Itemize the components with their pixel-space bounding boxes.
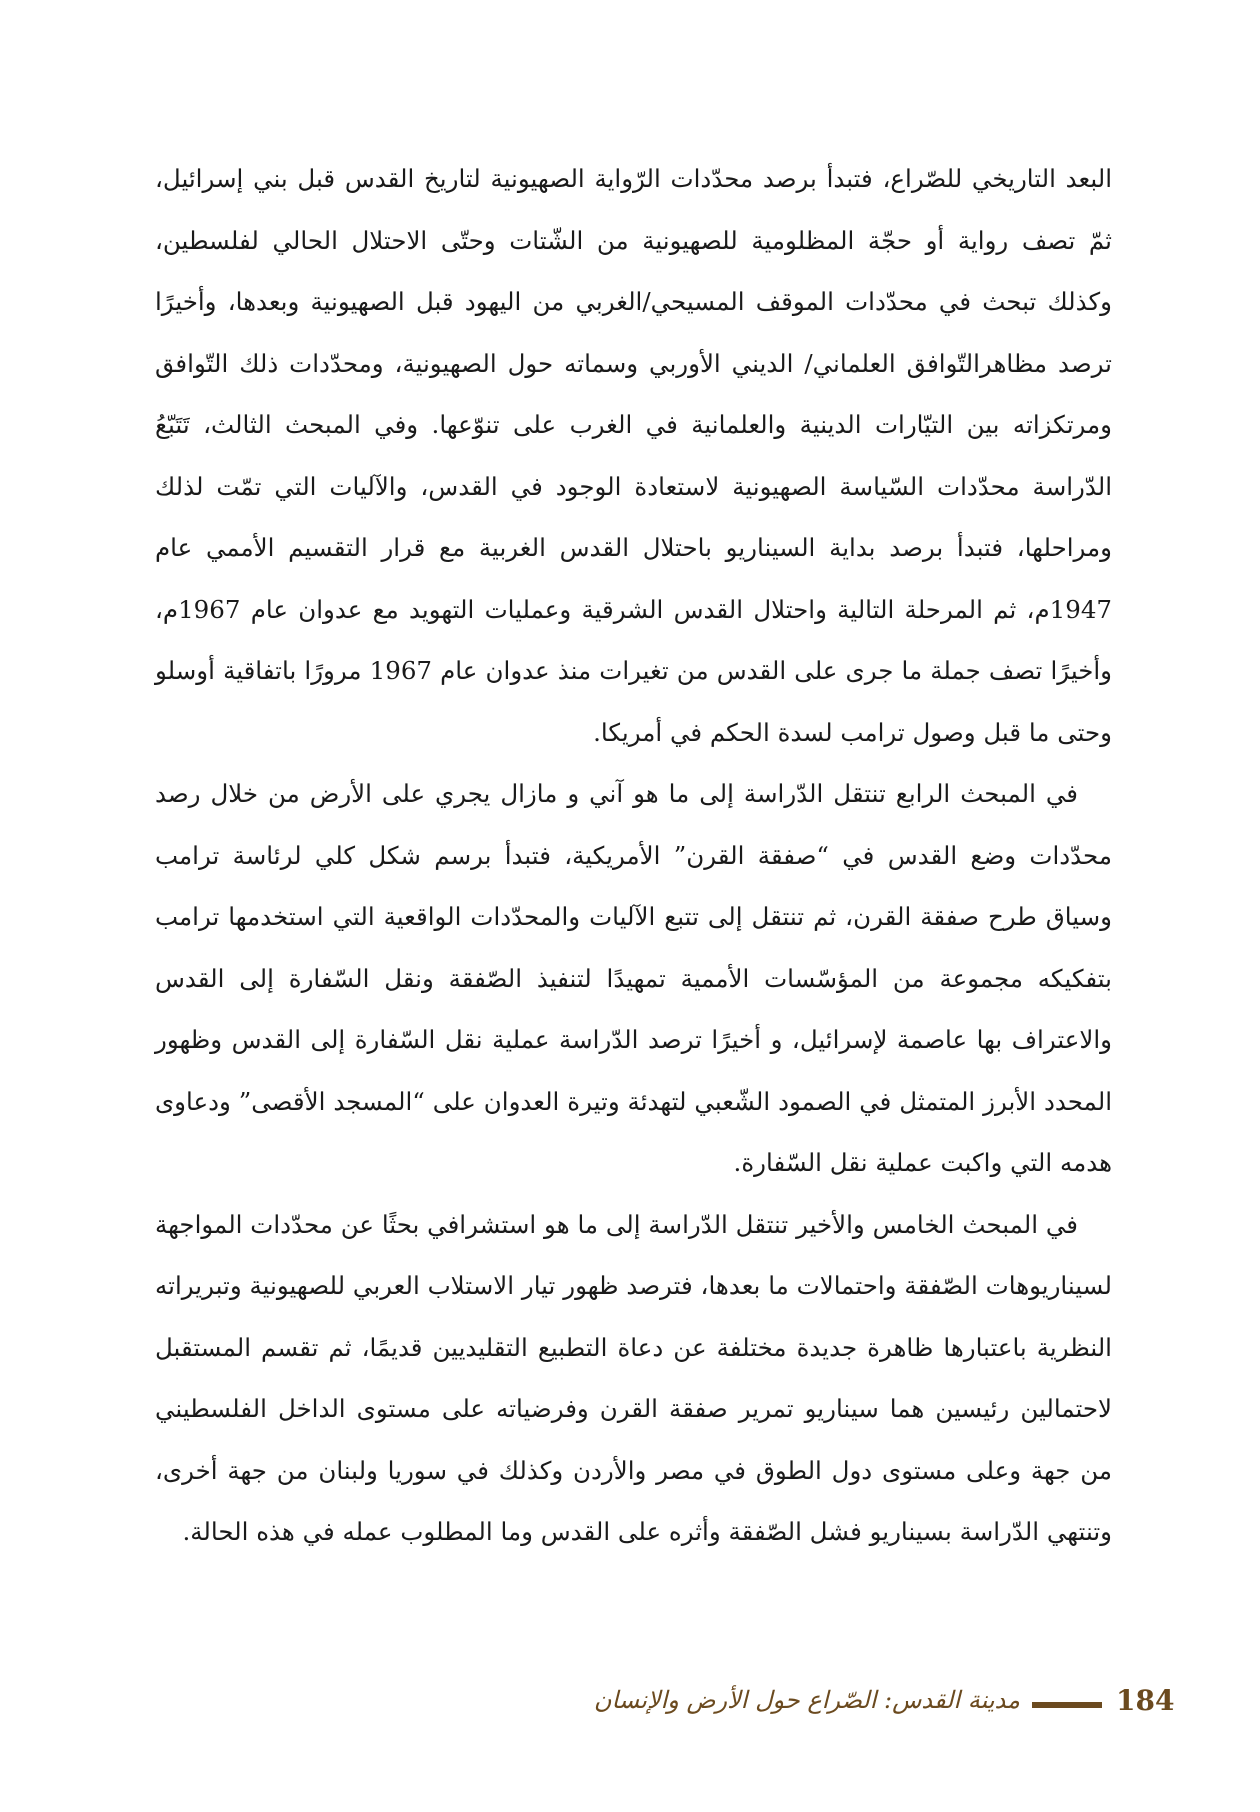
- page-number: 184: [1116, 1684, 1175, 1717]
- footer-rule: [1032, 1702, 1102, 1708]
- paragraph-1: البعد التاريخي للصّراع، فتبدأ برصد محدّدات الرّواية الصهيونية لتاريخ القدس قبل بني إسرائيل، ثمّ تصف رواية أو حجّة المظلومية للصهيونية من الشّتات وحتّى الاحتلال الحالي لفلسطين، وكذلك تبحث في محدّدات الموقف المسيحي/الغربي من اليهود قبل الصهيونية وبعدها، وأخيرًا ترصد مظاهرالتّوافق العلماني/ الديني الأوربي وسماته حول الصهيونية، ومحدّدات ذلك التّوافق ومرتكزاته بين التيّارات الدينية والعلمانية في الغرب على تنوّعها. وفي المبحث الثالث، تَتَبّعُ الدّراسة محدّدات السّياسة الصهيونية لاستعادة الوجود في القدس، والآليات التي تمّت لذلك ومراحلها، فتبدأ برصد بداية السيناريو باحتلال القدس الغربية مع قرار التقسيم الأممي عام 1947م، ثم المرحلة التالية واحتلال القدس الشرقية وعمليات التهويد مع عدوان عام 1967م، وأخيرًا تصف جملة ما جرى على القدس من تغيرات منذ عدوان عام 1967 مرورًا باتفاقية أوسلو وحتى ما قبل وصول ترامب لسدة الحكم في أمريكا.: [155, 164, 1112, 747]
- paragraph-2: في المبحث الرابع تنتقل الدّراسة إلى ما هو آني و مازال يجري على الأرض من خلال رصد محدّدات وضع القدس في “صفقة القرن” الأمريكية، فتبدأ برسم شكل كلي لرئاسة ترامب وسياق طرح صفقة القرن، ثم تنتقل إلى تتبع الآليات والمحدّدات الواقعية التي استخدمها ترامب بتفكيكه مجموعة من المؤسّسات الأممية تمهيدًا لتنفيذ الصّفقة ونقل السّفارة إلى القدس والاعتراف بها عاصمة لإسرائيل، و أخيرًا ترصد الدّراسة عملية نقل السّفارة إلى القدس وظهور المحدد الأبرز المتمثل في الصمود الشّعبي لتهدئة وتيرة العدوان على “المسجد الأقصى” ودعاوى هدمه التي واكبت عملية نقل السّفارة.: [155, 779, 1112, 1177]
- paragraph-3: في المبحث الخامس والأخير تنتقل الدّراسة إلى ما هو استشرافي بحثًا عن محدّدات المواجهة لسيناريوهات الصّفقة واحتمالات ما بعدها، فترصد ظهور تيار الاستلاب العربي للصهيونية وتبريراته النظرية باعتبارها ظاهرة جديدة مختلفة عن دعاة التطبيع التقليديين قديمًا، ثم تقسم المستقبل لاحتمالين رئيسين هما سيناريو تمرير صفقة القرن وفرضياته على مستوى الداخل الفلسطيني من جهة وعلى مستوى دول الطوق في مصر والأردن وكذلك في سوريا ولبنان من جهة أخرى، وتنتهي الدّراسة بسيناريو فشل الصّفقة وأثره على القدس وما المطلوب عمله في هذه الحالة.: [155, 1209, 1112, 1546]
- running-title: مدينة القدس: الصّراع حول الأرض والإنسان: [593, 1686, 1020, 1714]
- page-footer: [0, 1680, 1260, 1730]
- body-text: [155, 148, 1112, 1563]
